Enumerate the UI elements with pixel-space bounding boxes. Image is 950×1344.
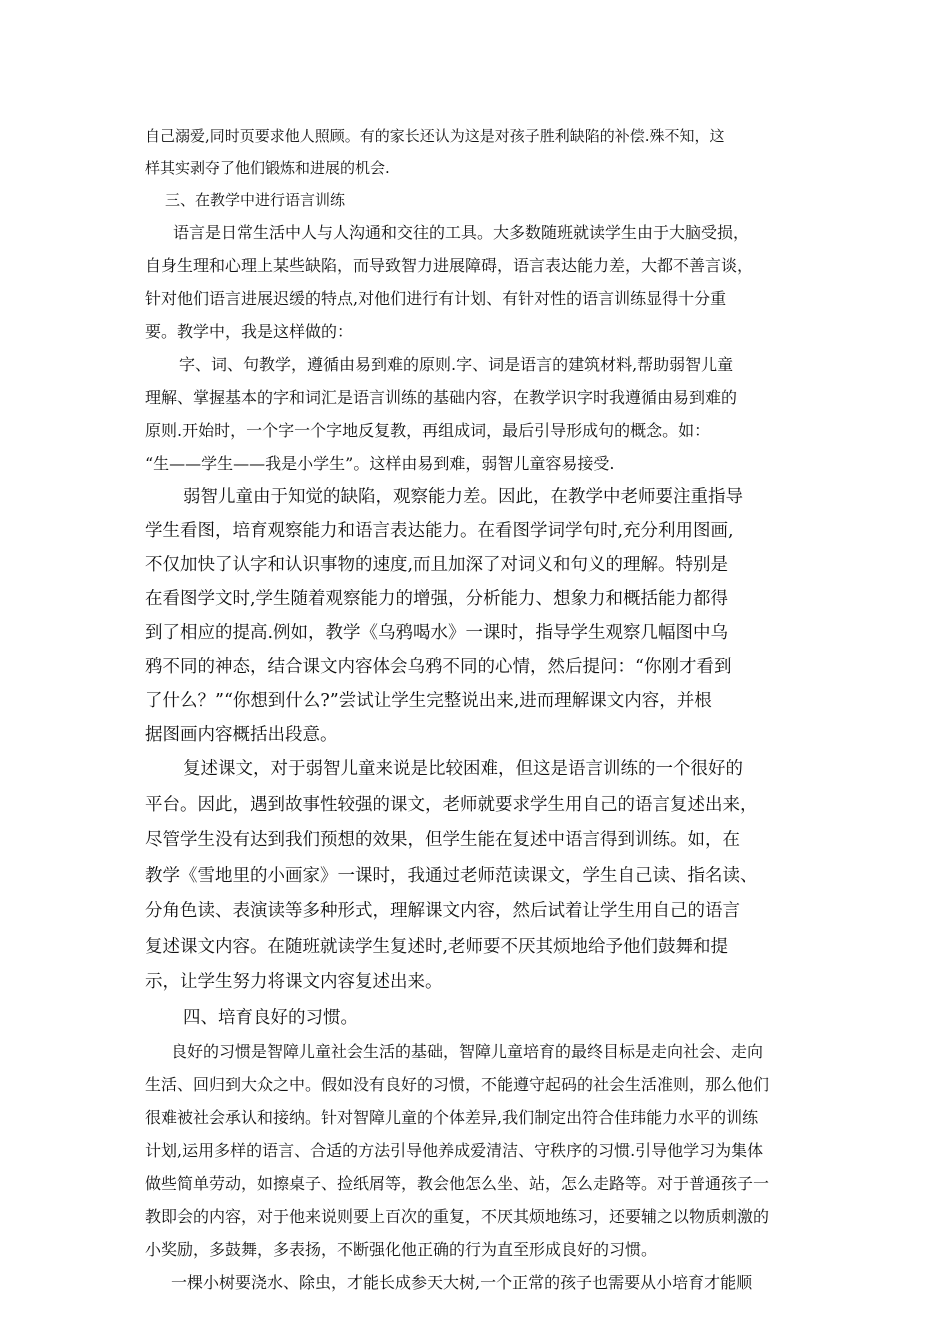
section-heading: 四、培育良好的习惯。 [183, 1007, 358, 1028]
text-line: 了什么？”“你想到什么?”尝试让学生完整说出来,进而理解课文内容，并根 [145, 691, 712, 711]
text-line: 良好的习惯是智障儿童社会生活的基础，智障儿童培育的最终目标是走向社会、走向 [171, 1041, 764, 1061]
text-line: 很难被社会承认和接纳。针对智障儿童的个体差异,我们制定出符合佳玮能力水平的训练 [145, 1107, 759, 1127]
text-line: 做些简单劳动，如擦桌子、捡纸屑等，教会他怎么坐、站，怎么走路等。对于普通孩子一 [145, 1173, 770, 1193]
text-line: 据图画内容概括出段意。 [145, 725, 338, 745]
text-line: 鸦不同的神态，结合课文内容体会乌鸦不同的心情，然后提问：“你刚才看到 [145, 657, 732, 677]
text-line: 复述课文，对于弱智儿童来说是比较困难，但这是语言训练的一个很好的 [183, 759, 743, 779]
text-line: 尽管学生没有达到我们预想的效果，但学生能在复述中语言得到训练。如，在 [145, 830, 740, 850]
text-line: 样其实剥夺了他们锻炼和进展的机会. [145, 159, 390, 177]
text-line: 学生看图，培育观察能力和语言表达能力。在看图学词学句时,充分利用图画, [145, 521, 734, 541]
text-line: 小奖励，多鼓舞，多表扬，不断强化他正确的行为直至形成良好的习惯。 [145, 1239, 658, 1259]
text-line: 生活、回归到大众之中。假如没有良好的习惯，不能遵守起码的社会生活准则，那么他们 [145, 1074, 770, 1094]
document-page [145, 120, 805, 1299]
text-line: 一棵小树要浇水、除虫，才能长成参天大树,一个正常的孩子也需要从小培育才能顺 [171, 1272, 753, 1292]
text-line: 示，让学生努力将课文内容复述出来。 [145, 972, 443, 992]
text-line: 自身生理和心理上某些缺陷，而导致智力进展障碍，语言表达能力差，大都不善言谈， [145, 256, 754, 275]
section-heading: 三、在教学中进行语言训练 [165, 191, 346, 209]
text-line: 计划,运用多样的语言、合适的方法引导他养成爱清洁、守秩序的习惯.引导他学习为集体 [145, 1140, 764, 1160]
text-line: 不仅加快了认字和认识事物的速度,而且加深了对词义和句义的理解。特别是 [145, 555, 729, 575]
text-line: 分角色读、表演读等多种形式，理解课文内容，然后试着让学生用自己的语言 [145, 901, 740, 921]
text-line: 教即会的内容，对于他来说则要上百次的重复，不厌其烦地练习，还要辅之以物质刺激的 [145, 1206, 770, 1226]
text-line: 要。教学中，我是这样做的： [145, 322, 354, 341]
text-line: 字、词、句教学，遵循由易到难的原则.字、词是语言的建筑材料,帮助弱智儿童 [179, 355, 734, 374]
text-line: 复述课文内容。在随班就读学生复述时,老师要不厌其烦地给予他们鼓舞和提 [145, 936, 729, 957]
text-line: 到了相应的提高.例如，教学《乌鸦喝水》一课时，指导学生观察几幅图中乌 [145, 623, 729, 643]
text-line: 原则.开始时，一个字一个字地反复教，再组成词，最后引导形成句的概念。如： [145, 421, 711, 440]
text-line: 自己溺爱,同时页要求他人照顾。有的家长还认为这是对孩子胜利缺陷的补偿.殊不知，这 [145, 127, 725, 145]
text-line: 理解、掌握基本的字和词汇是语言训练的基础内容，在教学识字时我遵循由易到难的 [145, 388, 738, 407]
text-line: 教学《雪地里的小画家》一课时，我通过老师范读课文，学生自己读、指名读、 [145, 865, 758, 886]
text-line: 语言是日常生活中人与人沟通和交往的工具。大多数随班就读学生由于大脑受损， [173, 223, 750, 242]
text-line: 平台。因此，遇到故事性较强的课文，老师就要求学生用自己的语言复述出来， [145, 794, 758, 815]
text-line: 弱智儿童由于知觉的缺陷，观察能力差。因此，在教学中老师要注重指导 [183, 487, 743, 507]
text-line: “生——学生——我是小学生”。这样由易到难，弱智儿童容易接受. [145, 454, 615, 473]
text-line: 在看图学文时,学生随着观察能力的增强，分析能力、想象力和概括能力都得 [145, 589, 729, 609]
text-line: 针对他们语言进展迟缓的特点,对他们进行有计划、有针对性的语言训练显得十分重 [145, 289, 727, 308]
